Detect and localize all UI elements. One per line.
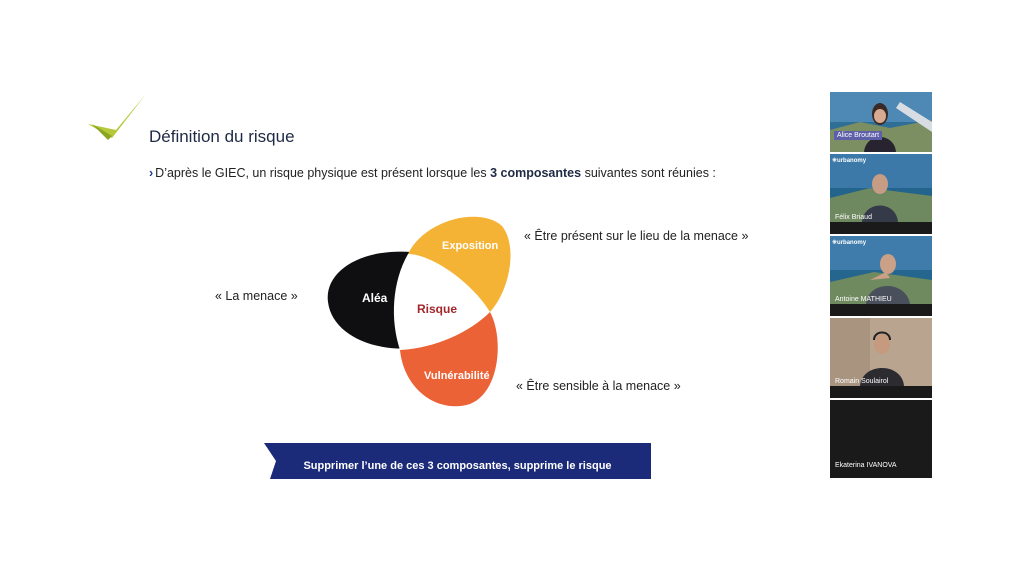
participant-name: Félix Briaud bbox=[835, 214, 872, 221]
intro-suffix: suivantes sont réunies : bbox=[581, 166, 716, 180]
quote-menace: « La menace » bbox=[215, 289, 298, 303]
video-feed bbox=[830, 154, 932, 222]
participant-name: Alice Broutart bbox=[834, 131, 882, 140]
venn-alea-label: Aléa bbox=[362, 291, 388, 305]
slide-intro bbox=[149, 166, 716, 180]
participant-tile[interactable] bbox=[830, 154, 932, 234]
brand-watermark: ✳urbanomy bbox=[832, 158, 867, 164]
participant-tile[interactable] bbox=[830, 236, 932, 316]
venn-vulnerabilite-label: Vulnérabilité bbox=[424, 370, 490, 382]
participant-tile[interactable] bbox=[830, 92, 932, 152]
chevron-right-icon: › bbox=[149, 166, 154, 180]
video-feed bbox=[830, 92, 932, 152]
banner-text: Supprimer l’une de ces 3 composantes, supprime le risque bbox=[303, 460, 612, 472]
video-feed bbox=[830, 236, 932, 304]
quote-vulnerabilite: « Être sensible à la menace » bbox=[516, 379, 681, 393]
brand-watermark: ✳urbanomy bbox=[832, 240, 867, 246]
conclusion-banner bbox=[264, 443, 651, 479]
intro-prefix: D’après le GIEC, un risque physique est présent lorsque les bbox=[155, 166, 491, 180]
participant-tile[interactable] bbox=[830, 318, 932, 398]
quote-exposition: « Être présent sur le lieu de la menace » bbox=[524, 229, 749, 243]
video-feed bbox=[830, 318, 932, 386]
risk-venn-diagram bbox=[320, 210, 520, 410]
venn-exposition-label: Exposition bbox=[442, 240, 499, 252]
intro-bold: 3 composantes bbox=[490, 166, 582, 180]
participant-name: Romain Soulairol bbox=[835, 378, 889, 385]
checkmark-logo-icon bbox=[86, 90, 150, 146]
participant-name: Ekaterina IVANOVA bbox=[835, 462, 897, 469]
slide-title: Définition du risque bbox=[149, 127, 295, 146]
venn-risque-label: Risque bbox=[417, 302, 458, 316]
participant-tile[interactable] bbox=[830, 400, 932, 478]
participant-name: Antoine MATHIEU bbox=[835, 296, 892, 303]
